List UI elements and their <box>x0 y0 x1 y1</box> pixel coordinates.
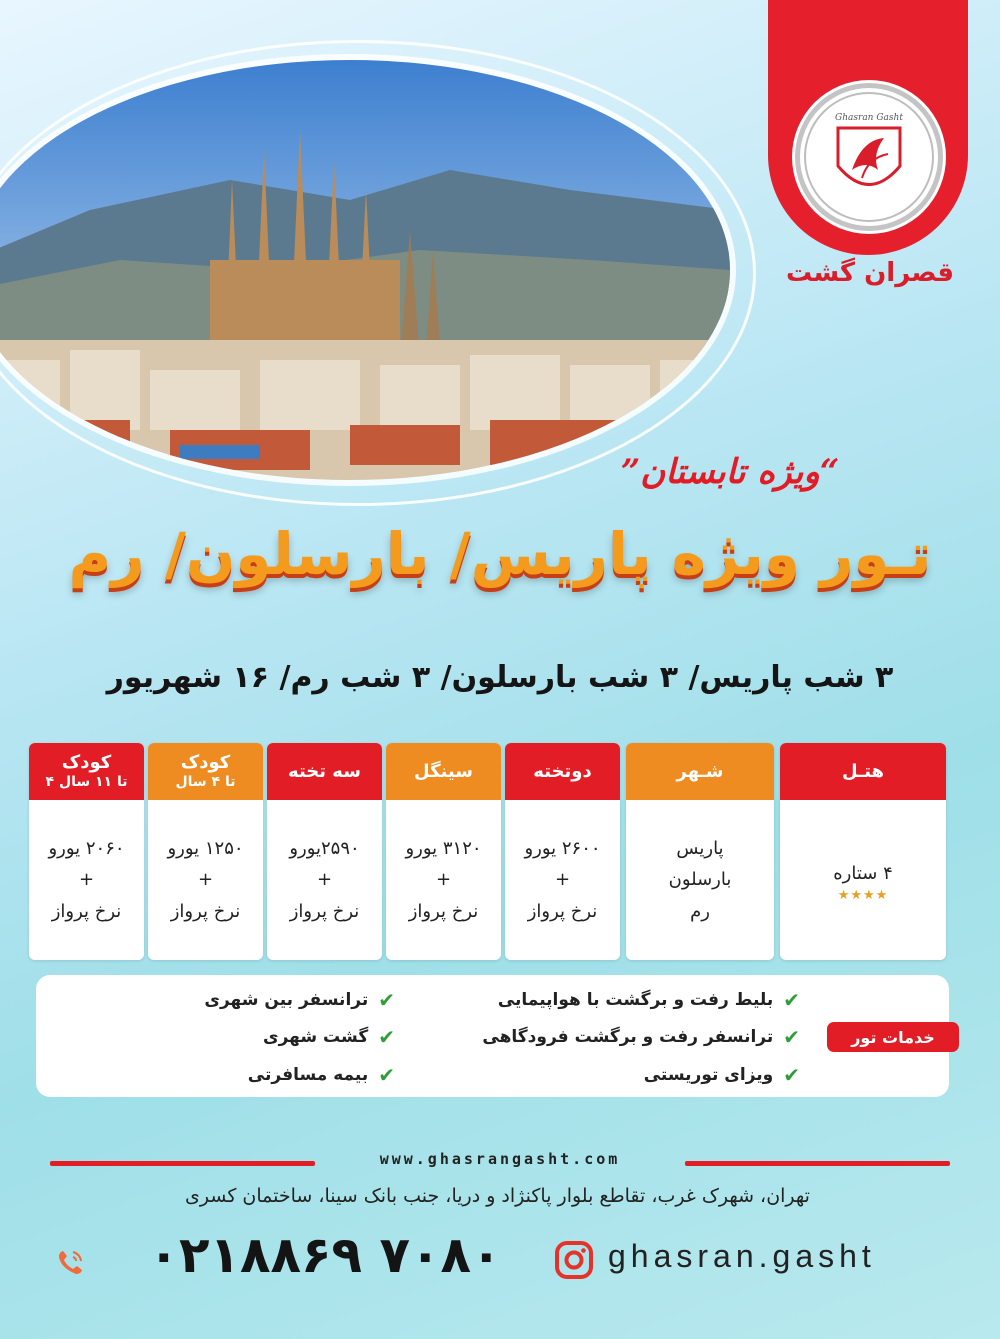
brand-logo <box>800 88 938 226</box>
service-text: بیمه مسافرتی <box>247 1065 369 1085</box>
flight-fare-note: نرخ پرواز <box>408 900 479 922</box>
flight-fare-note: نرخ پرواز <box>527 900 598 922</box>
phone-icon <box>55 1248 85 1278</box>
service-item <box>263 1025 395 1049</box>
hero-image-barcelona <box>0 60 730 480</box>
check-icon: ✔ <box>378 1063 395 1087</box>
plus-sign: + <box>78 869 95 891</box>
brand-name: قصران گشت <box>785 258 955 288</box>
plus-sign: + <box>197 869 214 891</box>
service-text: بلیط رفت و برگشت با هواپیمایی <box>497 990 774 1010</box>
service-item <box>644 1063 800 1087</box>
price-single: ۳۱۲۰ یورو <box>405 837 482 859</box>
address: تهران، شهرک غرب، تقاطع بلوار پاکنژاد و دریا، جنب بانک سینا، ساختمان کسری <box>185 1185 810 1207</box>
column-double <box>505 743 620 960</box>
plus-sign: + <box>316 869 333 891</box>
header-sublabel: تا ۴ سال <box>175 773 236 790</box>
column-triple <box>267 743 382 960</box>
service-item <box>204 988 395 1012</box>
header-child-4-11 <box>29 743 144 800</box>
city-paris: پاریس <box>676 837 724 859</box>
service-text: ویزای توریستی <box>643 1065 774 1085</box>
svg-text:Ghasran Gasht: Ghasran Gasht <box>835 113 903 123</box>
header-child-under4 <box>148 743 263 800</box>
check-icon: ✔ <box>783 1025 800 1049</box>
plus-sign: + <box>554 869 571 891</box>
hotel-rating: ۴ ستاره <box>833 862 893 884</box>
city-barcelona: بارسلون <box>668 869 732 891</box>
price-table <box>0 743 1000 963</box>
header-sublabel: ۴ تا ۱۱ سال <box>45 773 128 790</box>
headline: تـور ویژه پاریس/ بارسلون/ رم <box>68 520 932 588</box>
price-double: ۲۶۰۰ یورو <box>524 837 601 859</box>
service-item <box>248 1063 395 1087</box>
flight-fare-note: نرخ پرواز <box>289 900 360 922</box>
star-rating-icon: ★★★★ <box>837 888 889 904</box>
header-hotel: هتـل <box>780 743 946 800</box>
check-icon: ✔ <box>783 1063 800 1087</box>
column-single <box>386 743 501 960</box>
services-label: خدمات تور <box>827 1022 959 1052</box>
check-icon: ✔ <box>783 988 800 1012</box>
service-item <box>498 988 800 1012</box>
price-child-4-11: ۲۰۶۰ یورو <box>48 837 125 859</box>
flight-fare-note: نرخ پرواز <box>51 900 122 922</box>
column-child-4-11 <box>29 743 144 960</box>
header-city: شـهر <box>626 743 774 800</box>
price-triple: ۲۵۹۰یورو <box>289 837 360 859</box>
itinerary: ۳ شب پاریس/ ۳ شب بارسلون/ ۳ شب رم/ ۱۶ شهریور <box>106 660 894 695</box>
column-city <box>626 743 774 960</box>
price-child-under4: ۱۲۵۰ یورو <box>167 837 244 859</box>
divider <box>685 1161 950 1166</box>
header-triple: سه تخته <box>267 743 382 800</box>
service-text: گشت شهری <box>263 1027 369 1047</box>
column-child-under4 <box>148 743 263 960</box>
flight-fare-note: نرخ پرواز <box>170 900 241 922</box>
check-icon: ✔ <box>378 1025 395 1049</box>
service-text: ترانسفر رفت و برگشت فرودگاهی <box>482 1027 774 1047</box>
divider <box>50 1161 315 1166</box>
service-text: ترانسفر بین شهری <box>204 990 369 1010</box>
column-hotel <box>780 743 946 960</box>
instagram-handle[interactable]: ghasran.gasht <box>608 1238 876 1274</box>
header-double: دوتخته <box>505 743 620 800</box>
subtitle: ”ویژه تابستان“ <box>620 452 840 492</box>
phone-number[interactable]: ۰۲۱۸۸۶۹ ۷۰۸۰ <box>148 1226 502 1284</box>
city-rome: رم <box>690 900 710 922</box>
header-label: کودک <box>180 752 231 774</box>
instagram-icon <box>554 1240 594 1280</box>
plus-sign: + <box>435 869 452 891</box>
header-label: کودک <box>61 752 112 774</box>
header-single: سینگل <box>386 743 501 800</box>
website-link[interactable]: www.ghasrangasht.com <box>379 1150 621 1168</box>
check-icon: ✔ <box>378 988 395 1012</box>
service-item <box>482 1025 800 1049</box>
